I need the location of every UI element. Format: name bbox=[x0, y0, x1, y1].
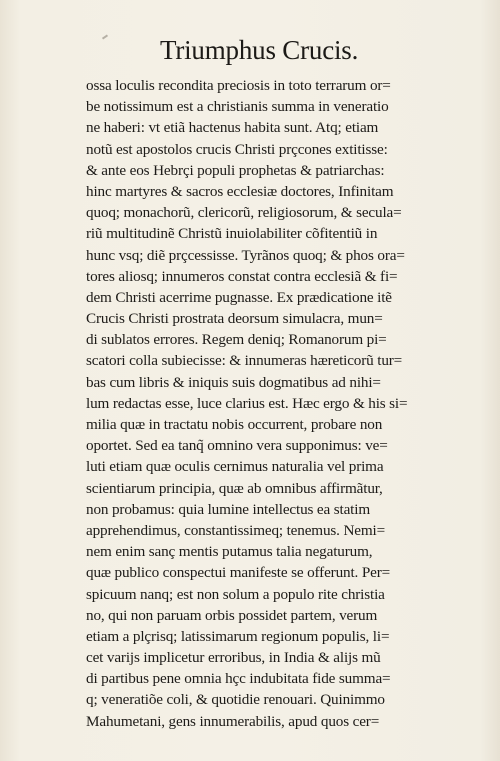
text-line: dem Christi acerrime pugnasse. Ex prædicatione itẽ bbox=[86, 288, 392, 306]
body-text bbox=[86, 75, 486, 732]
text-line: ne haberi: vt etiã hactenus habita sunt. Atq; etiam bbox=[86, 119, 379, 137]
text-line: no, qui non paruam orbis possidet partem, verum bbox=[86, 606, 378, 624]
text-line: oportet. Sed ea tanq̃ omnino vera supponimus: ve= bbox=[86, 437, 388, 455]
text-line: nem enim sanç mentis putamus talia negaturum, bbox=[86, 543, 373, 561]
text-line: scientiarum principia, quæ ab omnibus affirmãtur, bbox=[86, 479, 383, 497]
text-line: milia quæ in tractatu nobis occurrent, probare non bbox=[86, 416, 383, 433]
text-line: spicuum nanq; est non solum a populo rite christia bbox=[86, 585, 385, 603]
text-line: & ante eos Hebrçi populi prophetas & patriarchas: bbox=[86, 161, 385, 179]
text-line: luti etiam quæ oculis cernimus naturalia vel prima bbox=[86, 458, 384, 476]
text-line: notũ est apostolos crucis Christi prçcones extitisse: bbox=[86, 140, 388, 158]
text-line: apprehendimus, constantissimeq; tenemus. Nemi= bbox=[86, 521, 386, 539]
running-head: Triumphus Crucis. bbox=[160, 35, 359, 65]
text-line: hinc martyres & sacros ecclesiæ doctores, Infinitam bbox=[86, 182, 394, 200]
text-line: riũ multitudinẽ Christũ inuiolabiliter cõfitentiũ in bbox=[86, 225, 378, 243]
text-line: ossa loculis recondita preciosis in toto terrarum or= bbox=[86, 77, 391, 94]
text-line: scatori colla subiecisse: & innumeras hæreticorũ tur= bbox=[86, 352, 403, 370]
text-line: quæ publico conspectui manifeste se offerunt. Per= bbox=[86, 564, 391, 582]
text-line: non probamus: quia lumine intellectus ea statim bbox=[86, 500, 370, 518]
text-line: hunc vsq; diẽ prçcessisse. Tyrãnos quoq; & phos ora= bbox=[86, 246, 405, 264]
ink-mark bbox=[102, 34, 108, 39]
text-line: be notissimum est a christianis summa in veneratio bbox=[86, 98, 389, 116]
text-line: Mahumetani, gens innumerabilis, apud quos cer= bbox=[86, 712, 380, 730]
text-line: q; veneratiõe coli, & quotidie renouari. Quinimmo bbox=[86, 691, 385, 709]
text-line: di sublatos errores. Regem deniq; Romanorum pi= bbox=[86, 331, 387, 349]
text-line: quoq; monachorũ, clericorũ, religiosorum, & secula= bbox=[86, 204, 402, 222]
text-line: lum redactas esse, luce clarius est. Hæc ergo & his si= bbox=[86, 394, 408, 412]
text-line: bas cum libris & iniquis suis dogmatibus ad nihi= bbox=[86, 373, 381, 391]
text-line: di partibus pene omnia hçc indubitata fide summa= bbox=[86, 670, 391, 688]
text-line: etiam a plçrisq; latissimarum regionum populis, li= bbox=[86, 627, 390, 645]
text-line: Crucis Christi prostrata deorsum simulacra, mun= bbox=[86, 310, 383, 328]
text-line: cet varijs implicetur erroribus, in India & alijs mũ bbox=[86, 649, 381, 667]
text-line: tores aliosq; innumeros constat contra ecclesiã & fi= bbox=[86, 267, 398, 285]
